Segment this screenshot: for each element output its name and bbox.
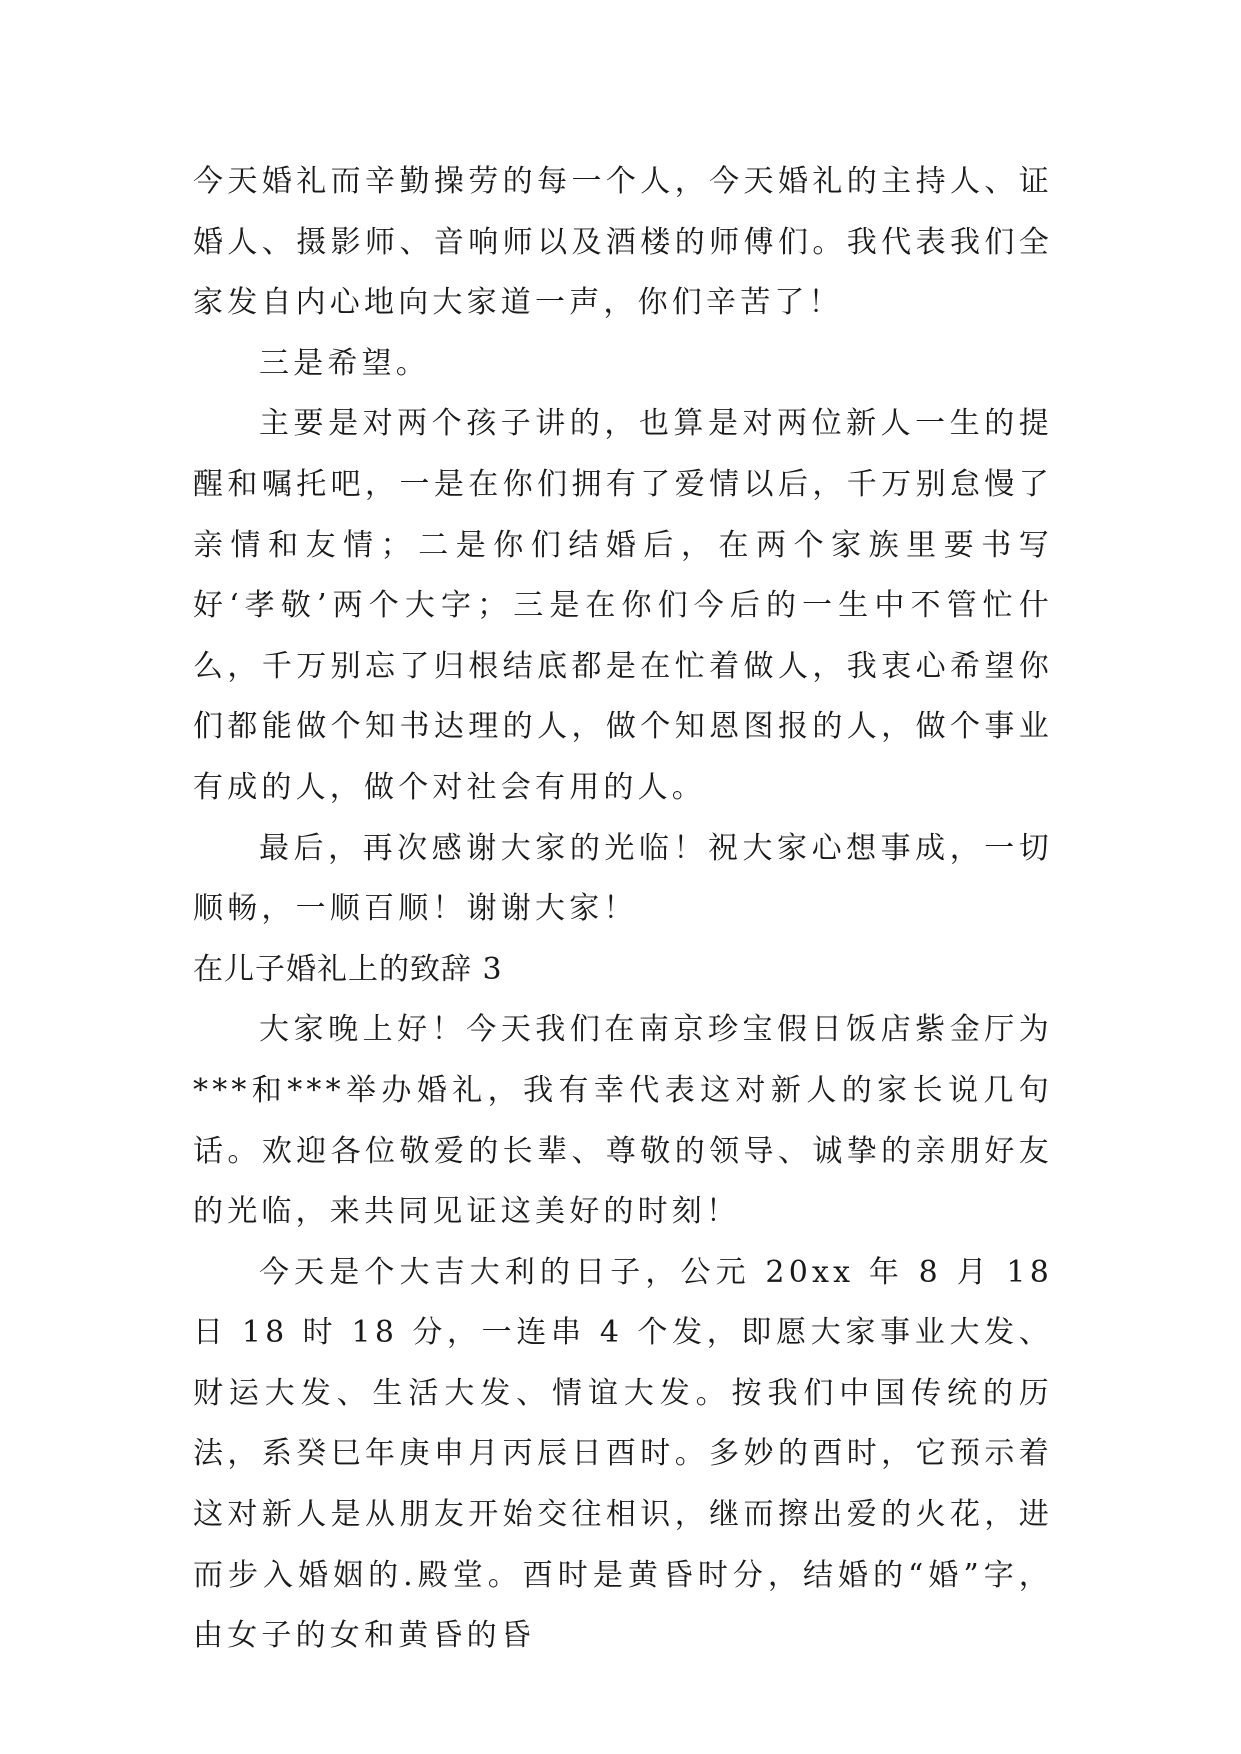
document-body	[193, 152, 1053, 1667]
paragraph-third-hope: 三是希望。	[259, 345, 430, 381]
paragraph-advice-to-couple: 主要是对两个孩子讲的，也算是对两位新人一生的提醒和嘱托吧，一是在你们拥有了爱情以后，千万别怠慢了亲情和友情；二是你们结婚后，在两个家族里要书写好‘孝敬’两个大字；三是在你们今后的一生中不管忙什么，千万别忘了归根结底都是在忙着做人，我衷心希望你们都能做个知书达理的人，做个知恩图报的人，做个事业有成的人，做个对社会有用的人。	[193, 406, 1053, 805]
paragraph-auspicious-date: 今天是个大吉大利的日子，公元 20xx 年 8 月 18 日 18 时 18 分，一连串 4 个发，即愿大家事业大发、财运大发、生活大发、情谊大发。按我们中国传统的历法，系癸巳年庚申月丙辰日酉时。多妙的酉时，它预示着这对新人是从朋友开始交往相识，继而擦出爱的火花，进而步入婚姻的.殿堂。酉时是黄昏时分，结婚的“婚”字，由女子的女和黄昏的昏	[193, 1254, 1053, 1654]
paragraph-thanks-staff: 今天婚礼而辛勤操劳的每一个人，今天婚礼的主持人、证婚人、摄影师、音响师以及酒楼的师傅们。我代表我们全家发自内心地向大家道一声，你们辛苦了！	[193, 164, 1053, 321]
paragraph-greeting: 大家晚上好！今天我们在南京珍宝假日饭店紫金厅为***和***举办婚礼，我有幸代表这对新人的家长说几句话。欢迎各位敬爱的长辈、尊敬的领导、诚挚的亲朋好友的光临，来共同见证这美好的时刻！	[193, 1012, 1053, 1230]
paragraph-closing-thanks: 最后，再次感谢大家的光临！祝大家心想事成，一切顺畅，一顺百顺！谢谢大家！	[193, 830, 1053, 927]
section-heading: 在儿子婚礼上的致辞 3	[193, 951, 503, 987]
